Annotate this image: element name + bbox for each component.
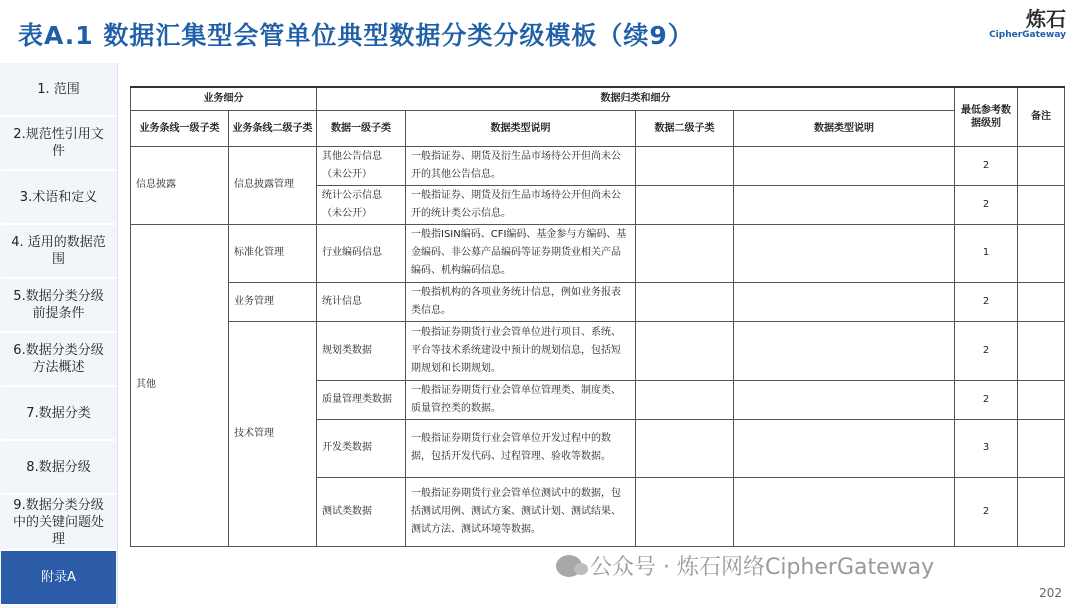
cell-data-desc: 一般指证券期货行业会管单位管理类、制度类、质量管控类的数据。 <box>406 380 636 419</box>
cell-remark <box>1018 477 1065 546</box>
table-row <box>131 224 1065 282</box>
cell-data-level1: 其他公告信息（未公开） <box>317 146 406 185</box>
header-data-level1: 数据一级子类 <box>317 110 406 146</box>
header-data-level2: 数据二级子类 <box>636 110 734 146</box>
cell-data-level1: 规划类数据 <box>317 321 406 380</box>
header-business-breakdown: 业务细分 <box>131 87 317 110</box>
sidebar-item-scope[interactable]: 1. 范围 <box>1 63 116 117</box>
sidebar-item-grading[interactable]: 8.数据分级 <box>1 441 116 495</box>
cell-data-level1: 统计公示信息（未公开） <box>317 185 406 224</box>
cell-data-level2 <box>636 477 734 546</box>
cell-remark <box>1018 146 1065 185</box>
sidebar-item-prerequisites[interactable]: 5.数据分类分级前提条件 <box>1 279 116 333</box>
cell-remark <box>1018 224 1065 282</box>
table-row <box>131 321 1065 380</box>
cell-data-desc: 一般指证券、期货及衍生品市场待公开但尚未公开的其他公告信息。 <box>406 146 636 185</box>
sidebar-item-method-overview[interactable]: 6.数据分类分级方法概述 <box>1 333 116 387</box>
cell-data-desc-2 <box>734 146 955 185</box>
cell-remark <box>1018 321 1065 380</box>
cell-data-desc: 一般指证券期货行业会管单位测试中的数据，包括测试用例、测试方案、测试计划、测试结果、测试方法、测试环境等数据。 <box>406 477 636 546</box>
header-remark: 备注 <box>1018 87 1065 146</box>
cell-grade: 2 <box>955 380 1018 419</box>
cell-data-desc: 一般指证券期货行业会管单位开发过程中的数据，包括开发代码、过程管理、验收等数据。 <box>406 419 636 477</box>
watermark <box>556 550 934 581</box>
watermark-text: 公众号 · 炼石网络CipherGateway <box>590 555 935 580</box>
cell-data-level2 <box>636 419 734 477</box>
cell-data-desc-2 <box>734 380 955 419</box>
cell-grade: 2 <box>955 321 1018 380</box>
cell-data-level2 <box>636 146 734 185</box>
cell-remark <box>1018 185 1065 224</box>
sidebar-nav <box>0 63 118 608</box>
sidebar-item-key-issues[interactable]: 9.数据分类分级中的关键问题处理 <box>1 495 116 551</box>
cell-data-level2 <box>636 224 734 282</box>
cell-grade: 1 <box>955 224 1018 282</box>
cell-data-level1: 行业编码信息 <box>317 224 406 282</box>
cell-line-level2: 业务管理 <box>229 282 317 321</box>
cell-data-level1: 统计信息 <box>317 282 406 321</box>
cell-data-desc: 一般指证券期货行业会管单位进行项目、系统、平台等技术系统建设中预计的规划信息，包括短期规划和长期规划。 <box>406 321 636 380</box>
cell-data-desc-2 <box>734 224 955 282</box>
cell-line-level1: 信息披露 <box>131 146 229 224</box>
cell-data-level1: 开发类数据 <box>317 419 406 477</box>
logo-english-text: CipherGateway <box>989 30 1066 40</box>
sidebar-item-terms-definitions[interactable]: 3.术语和定义 <box>1 171 116 225</box>
sidebar-item-appendix-a[interactable]: 附录A <box>1 551 116 606</box>
cell-grade: 2 <box>955 185 1018 224</box>
cell-data-level2 <box>636 321 734 380</box>
logo-chinese-text: 炼石 <box>1026 7 1066 31</box>
cell-grade: 2 <box>955 477 1018 546</box>
cell-remark <box>1018 380 1065 419</box>
brand-logo <box>989 8 1066 41</box>
header-data-type-desc-2: 数据类型说明 <box>734 110 955 146</box>
header-line-level1: 业务条线一级子类 <box>131 110 229 146</box>
sidebar-item-applicable-scope[interactable]: 4. 适用的数据范围 <box>1 225 116 279</box>
header-data-classification: 数据归类和细分 <box>317 87 955 110</box>
wechat-icon <box>556 555 582 577</box>
sidebar-item-normative-references[interactable]: 2.规范性引用文件 <box>1 117 116 171</box>
cell-grade: 2 <box>955 282 1018 321</box>
cell-data-desc: 一般指ISIN编码、CFI编码、基金参与方编码、基金编码、非公募产品编码等证券期货业相关产品编码、机构编码信息。 <box>406 224 636 282</box>
cell-data-level1: 质量管理类数据 <box>317 380 406 419</box>
cell-remark <box>1018 282 1065 321</box>
cell-data-desc-2 <box>734 185 955 224</box>
cell-grade: 2 <box>955 146 1018 185</box>
cell-data-level1: 测试类数据 <box>317 477 406 546</box>
cell-line-level1: 其他 <box>131 224 229 546</box>
cell-data-level2 <box>636 380 734 419</box>
cell-line-level2: 标准化管理 <box>229 224 317 282</box>
cell-data-desc-2 <box>734 419 955 477</box>
classification-table-container <box>130 86 1064 547</box>
classification-table <box>130 86 1065 547</box>
cell-data-desc-2 <box>734 321 955 380</box>
cell-line-level2: 技术管理 <box>229 321 317 546</box>
header-data-type-desc-1: 数据类型说明 <box>406 110 636 146</box>
cell-data-desc: 一般指机构的各项业务统计信息，例如业务报表类信息。 <box>406 282 636 321</box>
header-min-level: 最低参考数据级别 <box>955 87 1018 146</box>
table-row <box>131 282 1065 321</box>
cell-data-level2 <box>636 185 734 224</box>
sidebar-item-classification[interactable]: 7.数据分类 <box>1 387 116 441</box>
cell-remark <box>1018 419 1065 477</box>
cell-data-desc: 一般指证券、期货及衍生品市场待公开但尚未公开的统计类公示信息。 <box>406 185 636 224</box>
table-row <box>131 146 1065 185</box>
cell-grade: 3 <box>955 419 1018 477</box>
cell-data-desc-2 <box>734 477 955 546</box>
page-title: 表A.1 数据汇集型会管单位典型数据分类分级模板（续9） <box>18 21 694 50</box>
cell-data-level2 <box>636 282 734 321</box>
cell-data-desc-2 <box>734 282 955 321</box>
cell-line-level2: 信息披露管理 <box>229 146 317 224</box>
header-line-level2: 业务条线二级子类 <box>229 110 317 146</box>
page-number: 202 <box>1039 586 1062 600</box>
